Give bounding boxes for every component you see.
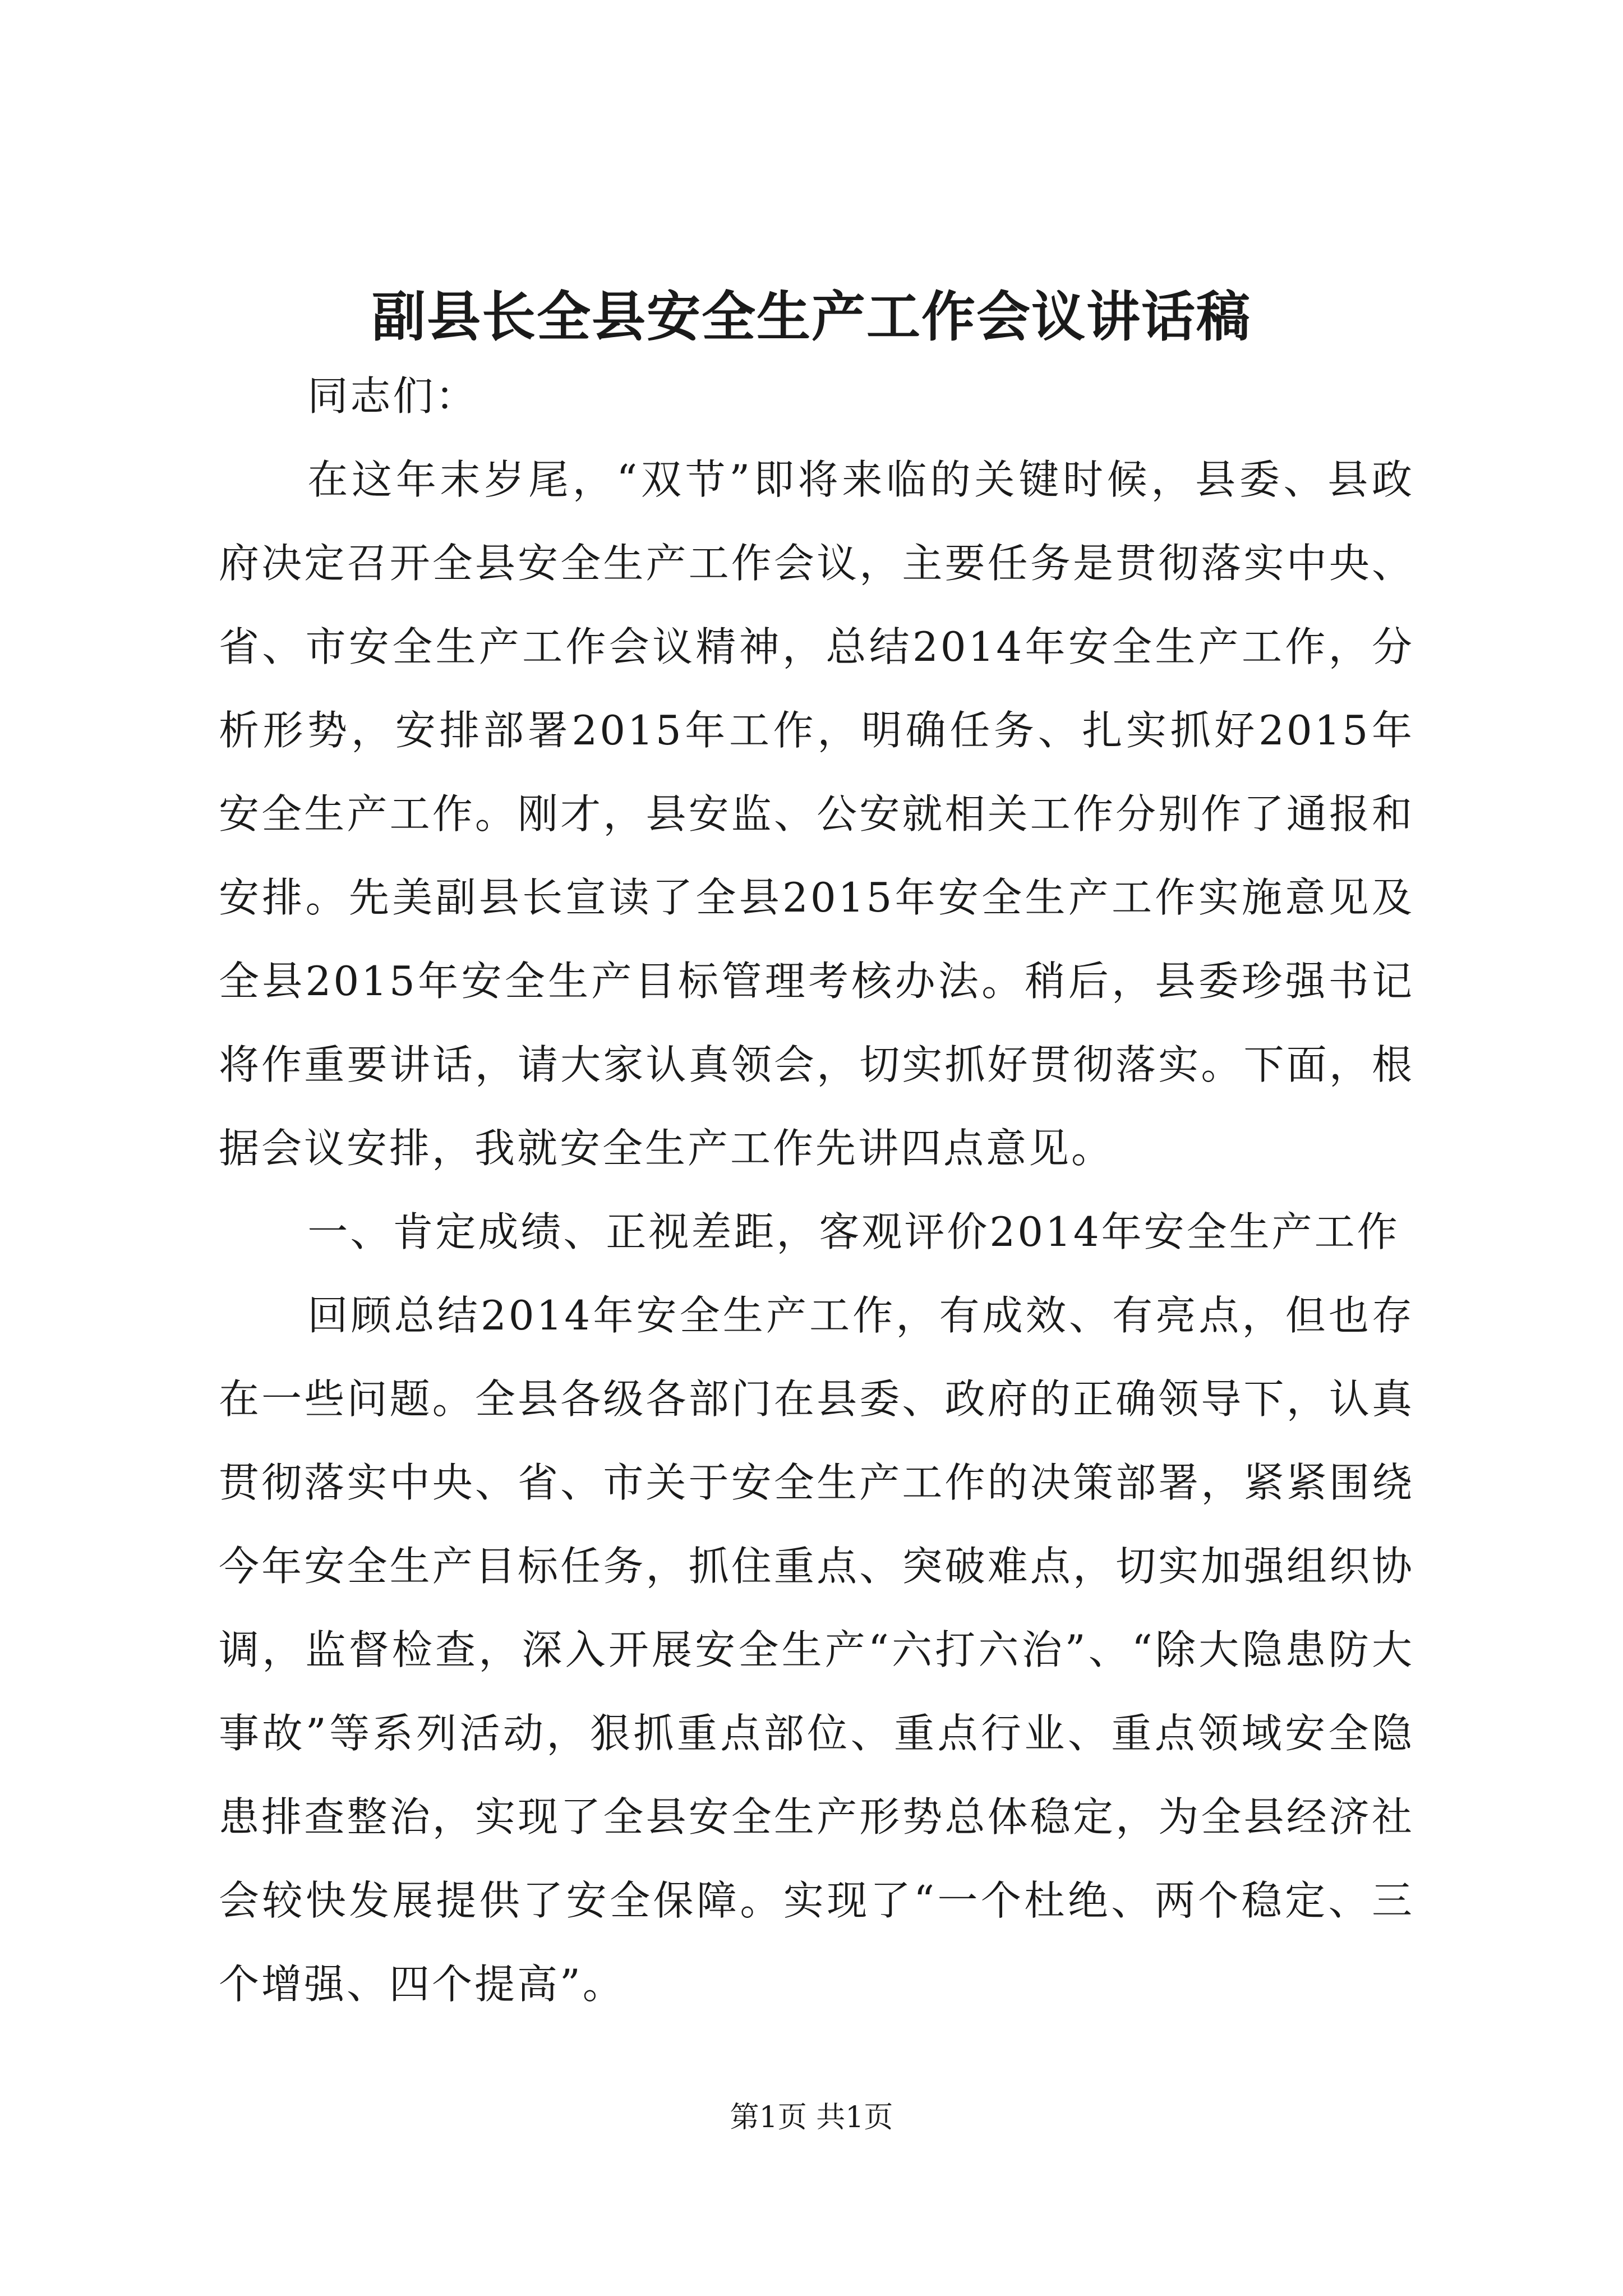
paragraph-review: 回顾总结2014年安全生产工作，有成效、有亮点，但也存在一些问题。全县各级各部门在县委、政府的正确领导下，认真贯彻落实中央、省、市关于安全生产工作的决策部署，紧紧围绕今年安全生产目标任务，抓住重点、突破难点，切实加强组织协调，监督检查，深入开展安全生产“六打六治”、“除大隐患防大事故”等系列活动，狠抓重点部位、重点行业、重点领域安全隐患排查整治，实现了全县安全生产形势总体稳定，为全县经济社会较快发展提供了安全保障。实现了“一个杜绝、两个稳定、三个增强、四个提高”。 — [219, 1292, 1414, 2008]
section-heading-1: 一、肯定成绩、正视差距，客观评价2014年安全生产工作 — [307, 1208, 1400, 1255]
document-title: 副县长全县安全生产工作会议讲话稿 — [372, 285, 1251, 348]
document-body — [219, 355, 1414, 2026]
paragraph-intro: 在这年末岁尾，“双节”即将来临的关键时候，县委、县政府决定召开全县安全生产工作会议，主要任务是贯彻落实中央、省、市安全生产工作会议精神，总结2014年安全生产工作，分析形势，安排部署2015年工作，明确任务、扎实抓好2015年安全生产工作。刚才，县安监、公安就相关工作分别作了通报和安排。先美副县长宣读了全县2015年安全生产工作实施意见及全县2015年安全生产目标管理考核办法。稍后，县委珍强书记将作重要讲话，请大家认真领会，切实抓好贯彻落实。下面，根据会议安排，我就安全生产工作先讲四点意见。 — [219, 456, 1414, 1172]
salutation: 同志们： — [307, 372, 478, 420]
page-footer: 第1页 共1页 — [730, 2101, 893, 2134]
